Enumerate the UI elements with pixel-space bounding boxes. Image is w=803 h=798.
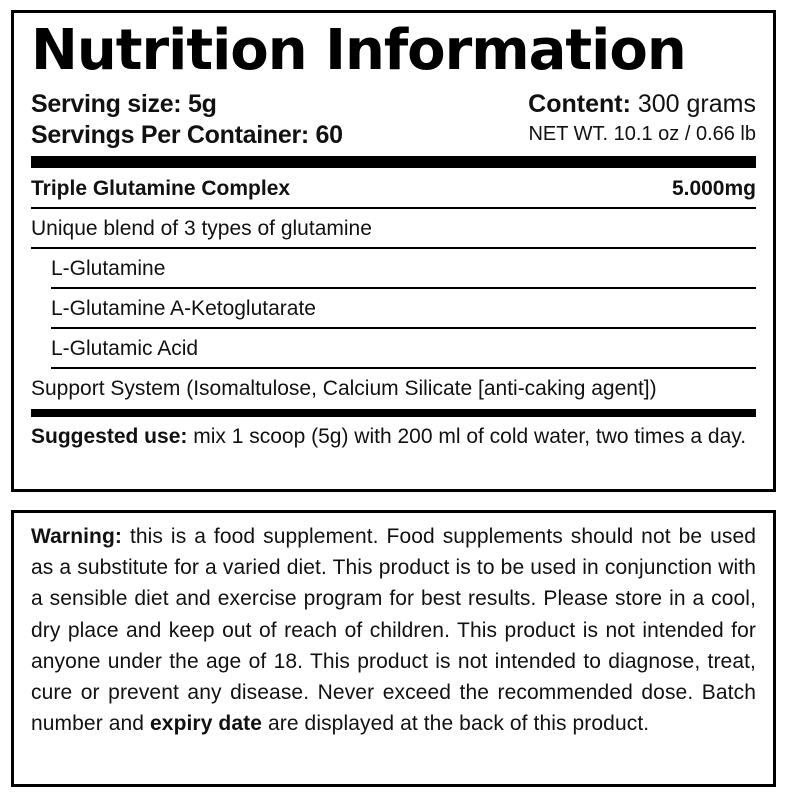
net-weight: NET WT. 10.1 oz / 0.66 lb xyxy=(528,123,756,145)
thick-divider xyxy=(31,409,756,417)
suggested-use xyxy=(31,421,756,452)
warning-panel xyxy=(11,510,776,787)
ingredient-row xyxy=(51,329,756,369)
ingredient-row xyxy=(31,369,756,409)
warning-body-end: are displayed at the back of this product. xyxy=(267,712,650,736)
ingredient-row xyxy=(51,289,756,329)
ingredient-row-main xyxy=(31,169,756,209)
ingredient-row xyxy=(51,249,756,289)
warning-body: this is a food supplement. Food supplements should not be used as a substitute for a varied diet. This product is to be used in conjunction with a sensible diet and exercise program for best results. Please store in a cool, dry place and keep out of reach of children. This product is not intended for anyone under the age of 18. This product is not intended to diagnose, treat, cure or prevent any disease. Never exceed the recommended dose. Batch number and xyxy=(31,525,757,736)
ingredient-name: L-Glutamine A-Ketoglutarate xyxy=(51,297,316,320)
thick-divider xyxy=(31,156,756,168)
ingredient-name: L-Glutamic Acid xyxy=(51,337,199,360)
ingredient-name: Support System (Isomaltulose, Calcium Silicate [anti-caking agent]) xyxy=(31,377,657,400)
servings-per-container: Servings Per Container: 60 xyxy=(31,121,343,149)
serving-size: Serving size: 5g xyxy=(31,90,217,118)
serving-info xyxy=(31,89,343,151)
content-label: Content: xyxy=(528,90,631,118)
expiry-date-label: expiry date xyxy=(150,712,263,736)
nutrition-title: Nutrition Information xyxy=(31,18,686,83)
warning-text xyxy=(31,521,756,739)
ingredient-name: Triple Glutamine Complex xyxy=(31,177,291,200)
suggested-use-label: Suggested use: xyxy=(31,425,188,448)
warning-label: Warning: xyxy=(31,525,123,548)
content-line xyxy=(528,89,756,120)
ingredient-row xyxy=(31,209,756,249)
ingredient-name: Unique blend of 3 types of glutamine xyxy=(31,217,372,240)
content-info xyxy=(528,89,756,148)
ingredient-amount: 5.000mg xyxy=(671,177,756,200)
ingredient-name: L-Glutamine xyxy=(51,257,166,280)
suggested-use-text: mix 1 scoop (5g) with 200 ml of cold water, two times a day. xyxy=(193,425,747,448)
content-value: 300 grams xyxy=(637,90,756,118)
nutrition-panel xyxy=(11,10,776,492)
